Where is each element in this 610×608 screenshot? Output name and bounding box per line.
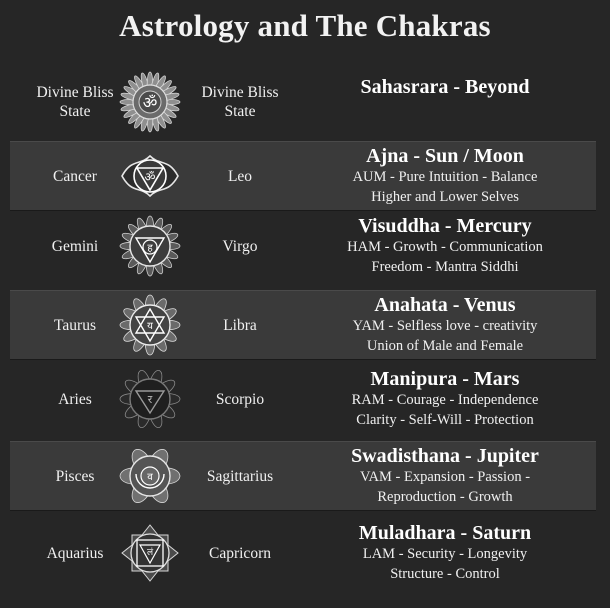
chakra-desc-line2: Freedom - Mantra Siddhi [371,258,519,275]
chakra-info [295,212,595,280]
chakra-name: Sahasrara - Beyond [360,76,530,98]
svg-text:र: र [147,393,153,406]
ajna-chakra-icon [118,144,182,208]
right-sign: Sagittarius [206,467,274,485]
left-sign: Cancer [53,167,97,185]
left-sign: Gemini [51,237,99,255]
chakra-desc-line1: YAM - Selfless love - creativity [352,318,538,334]
chakra-desc-line1: VAM - Expansion - Passion - [359,469,531,485]
manipura-chakra-icon [118,367,182,431]
right-sign: Virgo [222,237,258,255]
chakra-info [295,142,595,210]
svg-text:ॐ: ॐ [144,170,156,184]
chakra-desc-line1: LAM - Security - Longevity [362,546,528,562]
lotus-thousand-petal-icon [118,70,182,134]
left-sign: Aries [58,390,92,408]
right-sign: Divine Bliss State [201,84,279,120]
right-sign: Leo [227,167,253,185]
chakra-desc-line2: Clarity - Self-Will - Protection [356,411,534,428]
chakra-row-manipura [10,365,596,433]
swadisthana-chakra-icon [118,444,182,508]
svg-text:य: य [147,321,153,332]
chakra-name: Manipura - Mars [370,368,520,390]
left-sign: Aquarius [46,544,104,562]
chakra-desc-line2: Union of Male and Female [366,337,524,354]
chakra-info [295,442,595,510]
svg-text:ह: ह [147,243,153,254]
muladhara-chakra-icon [118,521,182,585]
chakra-name: Visuddha - Mercury [358,215,532,237]
left-sign: Divine Bliss State [36,84,114,120]
chakra-desc-line1: AUM - Pure Intuition - Balance [352,169,538,185]
chakra-desc-line2: Higher and Lower Selves [371,188,519,205]
chakra-row-anahata [10,290,596,360]
chakra-desc-line2: Reproduction - Growth [377,488,513,505]
right-sign: Scorpio [215,390,265,408]
chakra-info [295,68,595,136]
svg-text:ॐ: ॐ [142,93,158,112]
visuddha-chakra-icon [118,214,182,278]
chakra-name: Ajna - Sun / Moon [366,145,524,167]
chakra-row-muladhara [10,519,596,587]
right-sign: Capricorn [209,544,271,562]
chakra-name: Anahata - Venus [374,294,516,316]
chakra-row-visuddha [10,212,596,280]
page-title: Astrology and The Chakras [119,8,491,43]
chakra-info [295,519,595,587]
left-sign: Pisces [55,467,95,485]
chakra-row-swadisthana [10,441,596,511]
left-sign: Taurus [54,316,96,334]
svg-text:व: व [147,472,153,483]
chakra-name: Swadisthana - Jupiter [351,445,539,467]
right-sign: Libra [223,316,257,334]
chakra-info [295,365,595,433]
anahata-chakra-icon [118,293,182,357]
chakra-row-sahasrara [10,68,596,136]
chakra-row-ajna [10,141,596,211]
chakra-info [295,291,595,359]
chakra-desc-line1: RAM - Courage - Independence [351,392,539,408]
chakra-desc-line1: HAM - Growth - Communication [347,239,543,255]
chakra-name: Muladhara - Saturn [358,522,532,544]
svg-text:लं: लं [146,548,154,558]
chakra-desc-line2: Structure - Control [390,565,500,582]
